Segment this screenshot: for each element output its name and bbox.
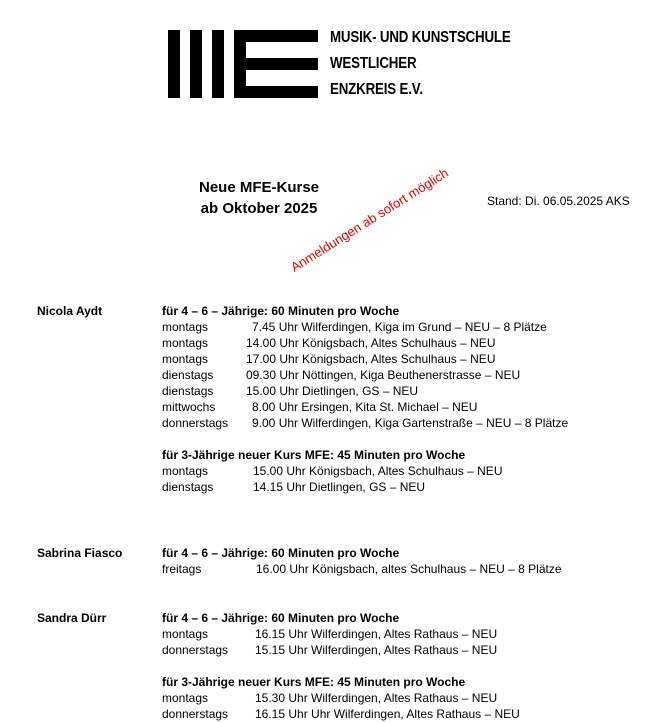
course-info: 16.15 Uhr Uhr Wilferdingen, Altes Rathaus – NEU xyxy=(255,707,520,721)
course-info: 15.00 Uhr Dietlingen, GS – NEU xyxy=(246,384,419,398)
logo-bar-7 xyxy=(246,86,318,98)
group-heading: für 4 – 6 – Jährige: 60 Minuten pro Woche xyxy=(162,546,400,560)
logo-bar-5 xyxy=(246,30,318,42)
course-info: 09.30 Uhr Nöttingen, Kiga Beuthenerstrasse – NEU xyxy=(246,368,521,382)
logo-bar-2 xyxy=(190,30,202,98)
org-name-line-1: MUSIK- UND KUNSTSCHULE xyxy=(330,29,511,46)
group-heading: für 4 – 6 – Jährige: 60 Minuten pro Woche xyxy=(162,304,400,318)
course-day: montags xyxy=(162,336,209,350)
course-day: montags xyxy=(162,627,209,641)
registration-stamp: Anmeldungen ab sofort möglich xyxy=(288,165,452,275)
teacher-name: Sandra Dürr xyxy=(37,611,107,625)
course-day: montags xyxy=(162,464,209,478)
course-day: donnerstags xyxy=(162,643,229,657)
course-info: 14.15 Uhr Dietlingen, GS – NEU xyxy=(253,480,426,494)
logo-bar-3 xyxy=(212,30,224,98)
course-info: 14.00 Uhr Königsbach, Altes Schulhaus – NEU xyxy=(246,336,496,350)
course-info: 17.00 Uhr Königsbach, Altes Schulhaus – NEU xyxy=(246,352,496,366)
teacher-name: Sabrina Fiasco xyxy=(37,546,123,560)
course-info: 16.00 Uhr Königsbach, altes Schulhaus – NEU – 8 Plätze xyxy=(256,562,562,576)
course-info: 15.30 Uhr Wilferdingen, Altes Rathaus – NEU xyxy=(255,691,498,705)
course-day: montags xyxy=(162,691,209,705)
logo-bar-4 xyxy=(234,30,246,98)
course-day: freitags xyxy=(162,562,202,576)
course-day: montags xyxy=(162,352,209,366)
org-name-line-3: ENZKREIS E.V. xyxy=(330,81,423,98)
course-day: dienstags xyxy=(162,384,214,398)
logo-bar-1 xyxy=(168,30,180,98)
course-info: 8.00 Uhr Ersingen, Kita St. Michael – NEU xyxy=(252,400,478,414)
course-day: dienstags xyxy=(162,480,214,494)
group-heading: für 3-Jährige neuer Kurs MFE: 45 Minuten pro Woche xyxy=(162,448,466,462)
page-title-line-1: Neue MFE-Kurse xyxy=(198,179,320,196)
logo-bar-6 xyxy=(246,58,318,70)
group-heading: für 3-Jährige neuer Kurs MFE: 45 Minuten pro Woche xyxy=(162,675,466,689)
org-name-line-2: WESTLICHER xyxy=(330,55,417,72)
course-info: 15.15 Uhr Wilferdingen, Altes Rathaus – NEU xyxy=(255,643,498,657)
course-info: 15.00 Uhr Königsbach, Altes Schulhaus – NEU xyxy=(253,464,503,478)
course-day: mittwochs xyxy=(162,400,216,414)
course-info: 9.00 Uhr Wilferdingen, Kiga Gartenstraße – NEU – 8 Plätze xyxy=(252,416,569,430)
stand-date: Stand: Di. 06.05.2025 AKS xyxy=(487,194,630,208)
teacher-name: Nicola Aydt xyxy=(37,304,103,318)
course-day: montags xyxy=(162,320,209,334)
course-day: dienstags xyxy=(162,368,214,382)
course-day: donnerstags xyxy=(162,707,229,721)
course-info: 7.45 Uhr Wilferdingen, Kiga im Grund – NEU – 8 Plätze xyxy=(252,320,547,334)
page-title-line-2: ab Oktober 2025 xyxy=(200,200,318,217)
course-day: donnerstags xyxy=(162,416,229,430)
course-info: 16.15 Uhr Wilferdingen, Altes Rathaus – NEU xyxy=(255,627,498,641)
group-heading: für 4 – 6 – Jährige: 60 Minuten pro Woche xyxy=(162,611,400,625)
